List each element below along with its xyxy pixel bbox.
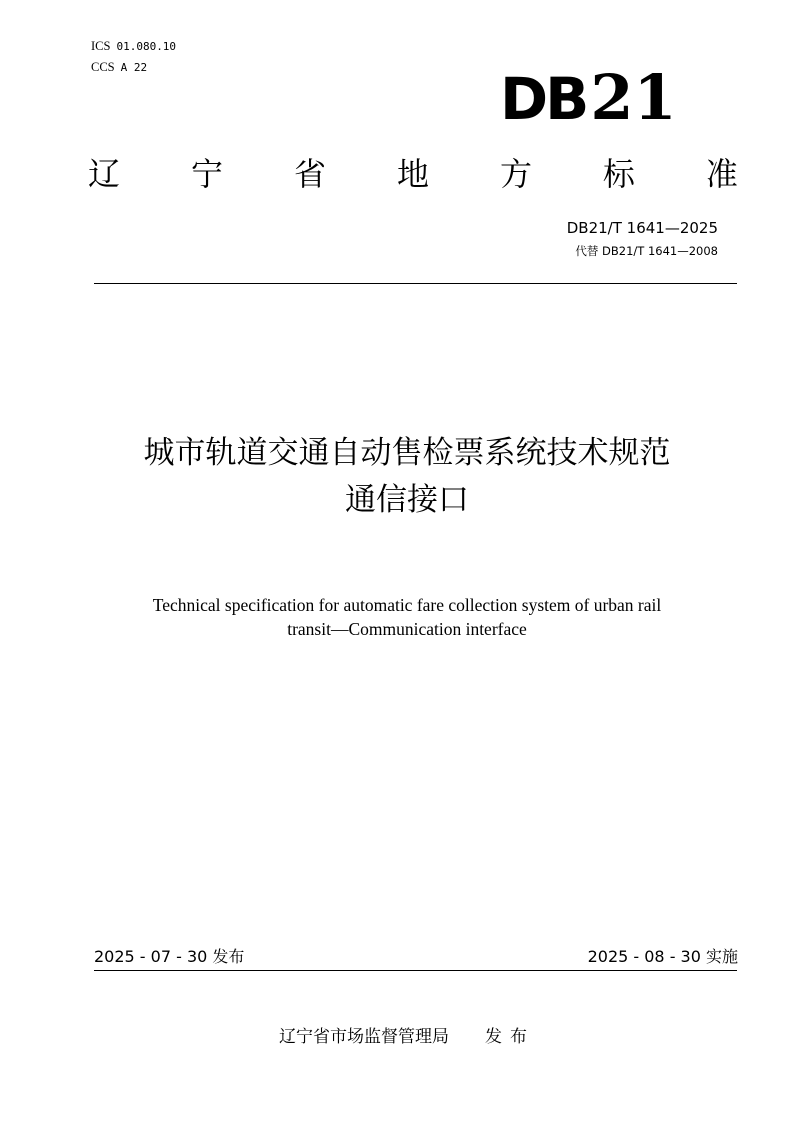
- standard-type-char: 省: [293, 155, 326, 193]
- ccs-label: CCS: [91, 60, 115, 74]
- ics-label: ICS: [91, 39, 111, 53]
- standard-type-char: 准: [705, 155, 738, 193]
- db21-logo: [500, 61, 680, 134]
- ccs-code: A 22: [120, 61, 148, 74]
- standard-number: DB21/T 1641—2025: [566, 219, 718, 237]
- logo-letters: DB: [500, 65, 587, 133]
- title-en-line1: Technical specification for automatic fare collection system of urban rail: [152, 595, 662, 615]
- ccs-classification: [91, 60, 147, 75]
- standard-type-char: 宁: [190, 155, 223, 193]
- top-divider: [94, 283, 737, 284]
- issuer-action: 发布: [485, 1027, 535, 1047]
- issuer-name: 辽宁省市场监督管理局: [279, 1027, 449, 1047]
- ics-classification: [91, 39, 176, 54]
- replaces-standard: 代替 DB21/T 1641—2008: [575, 244, 718, 258]
- issuer-line: [80, 1025, 734, 1049]
- ics-code: 01.080.10: [116, 40, 177, 53]
- standard-type-char: 标: [602, 155, 635, 193]
- bottom-divider: [94, 970, 737, 971]
- title-zh-line2: 通信接口: [345, 482, 469, 518]
- standard-type-char: 方: [499, 155, 532, 193]
- title-en-line2: transit—Communication interface: [287, 619, 527, 639]
- standard-type-char: 地: [396, 155, 429, 193]
- issue-date: 2025 - 07 - 30 发布: [94, 947, 245, 966]
- implement-date: 2025 - 08 - 30 实施: [587, 947, 738, 966]
- logo-number: 21: [590, 61, 677, 134]
- title-zh-line1: 城市轨道交通自动售检票系统技术规范: [143, 435, 671, 471]
- standard-type-heading: [88, 152, 738, 196]
- standard-type-char: 辽: [88, 155, 121, 193]
